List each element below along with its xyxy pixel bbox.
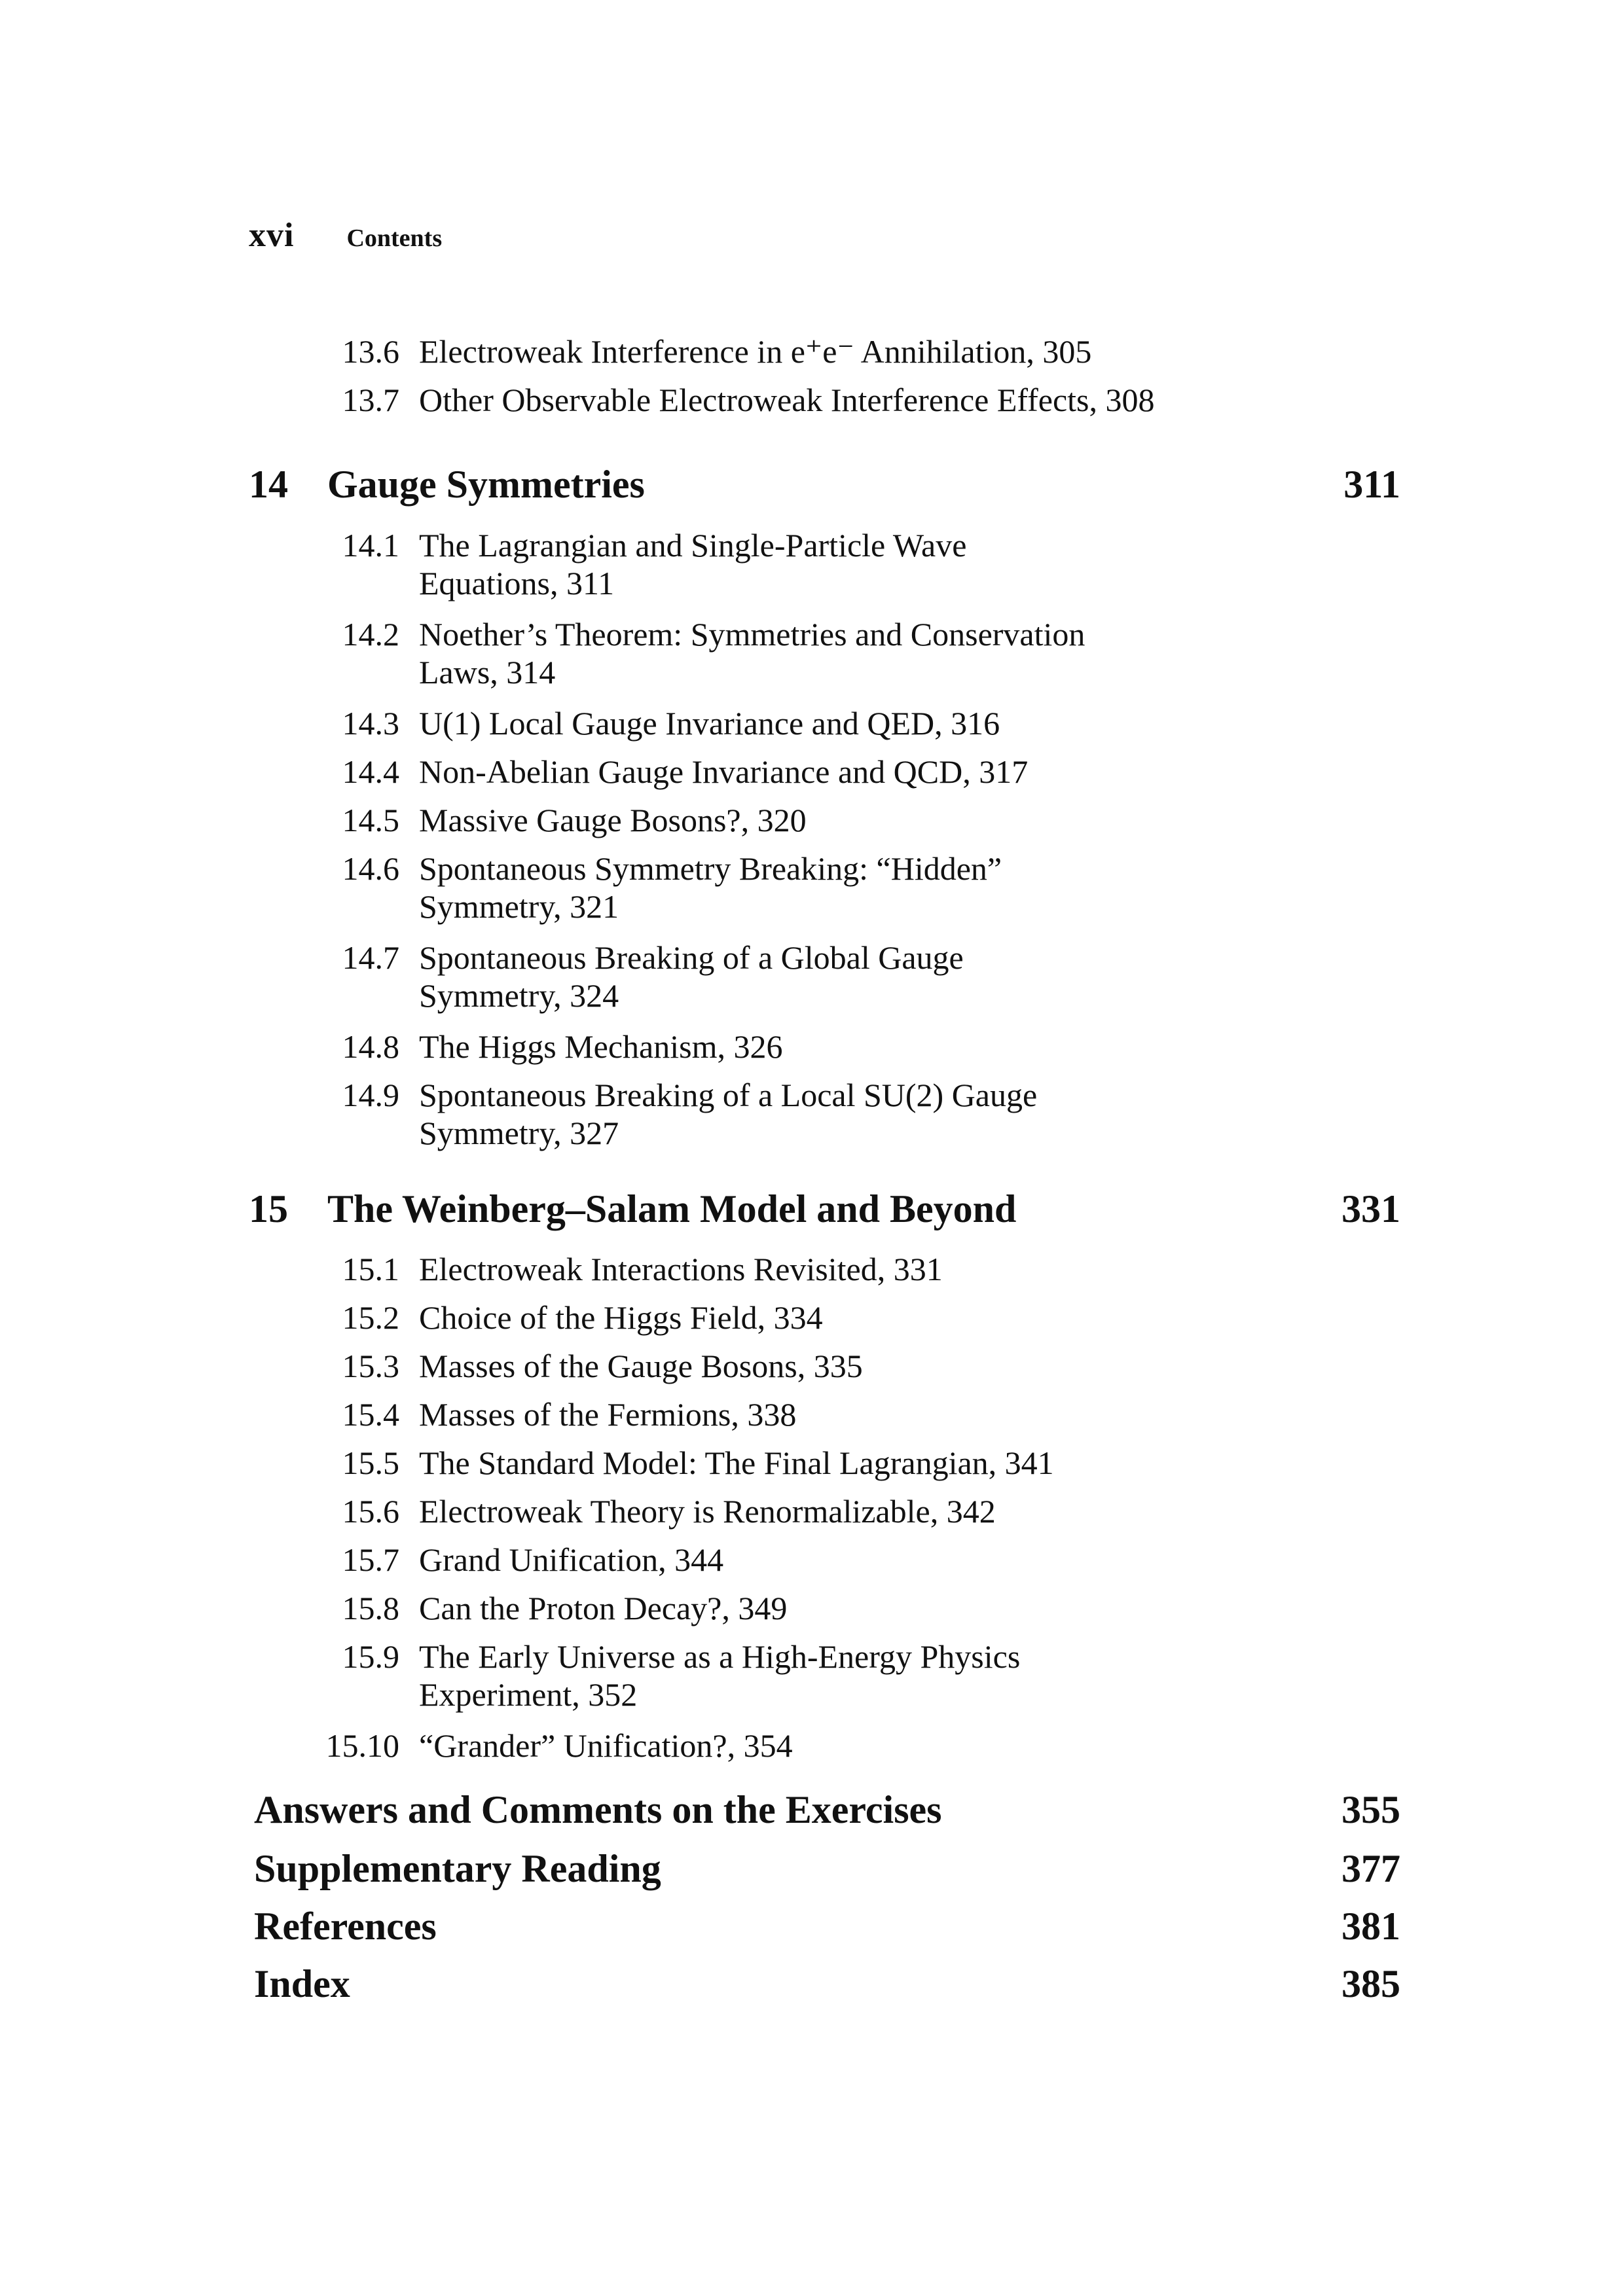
section-title: Masses of the Gauge Bosons, 335 — [419, 1348, 863, 1384]
section-title: Non-Abelian Gauge Invariance and QCD, 317 — [419, 753, 1029, 790]
section-number: 15.8 — [342, 1590, 399, 1626]
section-number: 15.9 — [342, 1638, 399, 1675]
section-number: 13.7 — [342, 382, 399, 418]
running-head — [249, 216, 442, 255]
backmatter-title: References — [254, 1905, 437, 1948]
backmatter-page: 377 — [1341, 1847, 1400, 1890]
section-number: 14.6 — [342, 850, 399, 887]
section-title: Choice of the Higgs Field, 334 — [419, 1299, 823, 1336]
chapter-title: Gauge Symmetries — [327, 463, 645, 506]
section-number: 14.5 — [342, 802, 399, 838]
backmatter-title: Answers and Comments on the Exercises — [254, 1788, 942, 1831]
section-number: 15.4 — [342, 1396, 399, 1433]
backmatter-page: 381 — [1341, 1905, 1400, 1948]
section-number: 13.6 — [342, 333, 399, 370]
backmatter-page: 385 — [1341, 1962, 1400, 2005]
section-title: The Early Universe as a High-Energy Physics Experiment, 352 — [419, 1638, 1021, 1713]
section-title: Masses of the Fermions, 338 — [419, 1396, 797, 1433]
section-title: Grand Unification, 344 — [419, 1541, 724, 1578]
section-number: 14.7 — [342, 939, 399, 976]
section-number: 14.8 — [342, 1028, 399, 1065]
chapter-number: 15 — [249, 1187, 288, 1230]
backmatter-title: Supplementary Reading — [254, 1847, 661, 1890]
section-title: Can the Proton Decay?, 349 — [419, 1590, 788, 1626]
section-title: Spontaneous Symmetry Breaking: “Hidden” Symmetry, 321 — [419, 850, 1002, 925]
section-number: 15.7 — [342, 1541, 399, 1578]
running-title: Contents — [346, 224, 443, 252]
section-title: U(1) Local Gauge Invariance and QED, 316 — [419, 705, 1000, 742]
section-number: 15.5 — [342, 1444, 399, 1481]
section-title: Electroweak Interactions Revisited, 331 — [419, 1251, 943, 1287]
section-title: Spontaneous Breaking of a Global Gauge Symmetry, 324 — [419, 939, 964, 1014]
section-number: 15.3 — [342, 1348, 399, 1384]
section-title: The Lagrangian and Single-Particle Wave Equations, 311 — [419, 527, 967, 601]
section-title: “Grander” Unification?, 354 — [419, 1727, 793, 1764]
backmatter-page: 355 — [1341, 1788, 1400, 1831]
section-number: 14.1 — [342, 527, 399, 564]
page-number: xvi — [249, 217, 295, 254]
chapter-title: The Weinberg–Salam Model and Beyond — [327, 1187, 1017, 1230]
section-number: 15.6 — [342, 1493, 399, 1530]
chapter-page: 311 — [1343, 463, 1400, 506]
section-number: 14.3 — [342, 705, 399, 742]
backmatter-title: Index — [254, 1962, 350, 2005]
section-title: Spontaneous Breaking of a Local SU(2) Gauge Symmetry, 327 — [419, 1077, 1038, 1151]
section-title: The Higgs Mechanism, 326 — [419, 1028, 783, 1065]
section-title: Other Observable Electroweak Interference Effects, 308 — [419, 382, 1155, 418]
section-number: 14.4 — [342, 753, 399, 790]
section-title: Noether’s Theorem: Symmetries and Conservation Laws, 314 — [419, 616, 1085, 691]
section-number: 14.2 — [342, 616, 399, 653]
section-title: The Standard Model: The Final Lagrangian, 341 — [419, 1444, 1054, 1481]
section-number: 15.10 — [325, 1727, 399, 1764]
chapter-number: 14 — [249, 463, 288, 506]
section-title: Electroweak Interference in e⁺e⁻ Annihilation, 305 — [419, 333, 1092, 370]
section-title: Electroweak Theory is Renormalizable, 342 — [419, 1493, 996, 1530]
section-number: 15.1 — [342, 1251, 399, 1287]
section-title: Massive Gauge Bosons?, 320 — [419, 802, 807, 838]
section-number: 15.2 — [342, 1299, 399, 1336]
section-number: 14.9 — [342, 1077, 399, 1113]
chapter-page: 331 — [1341, 1187, 1400, 1230]
